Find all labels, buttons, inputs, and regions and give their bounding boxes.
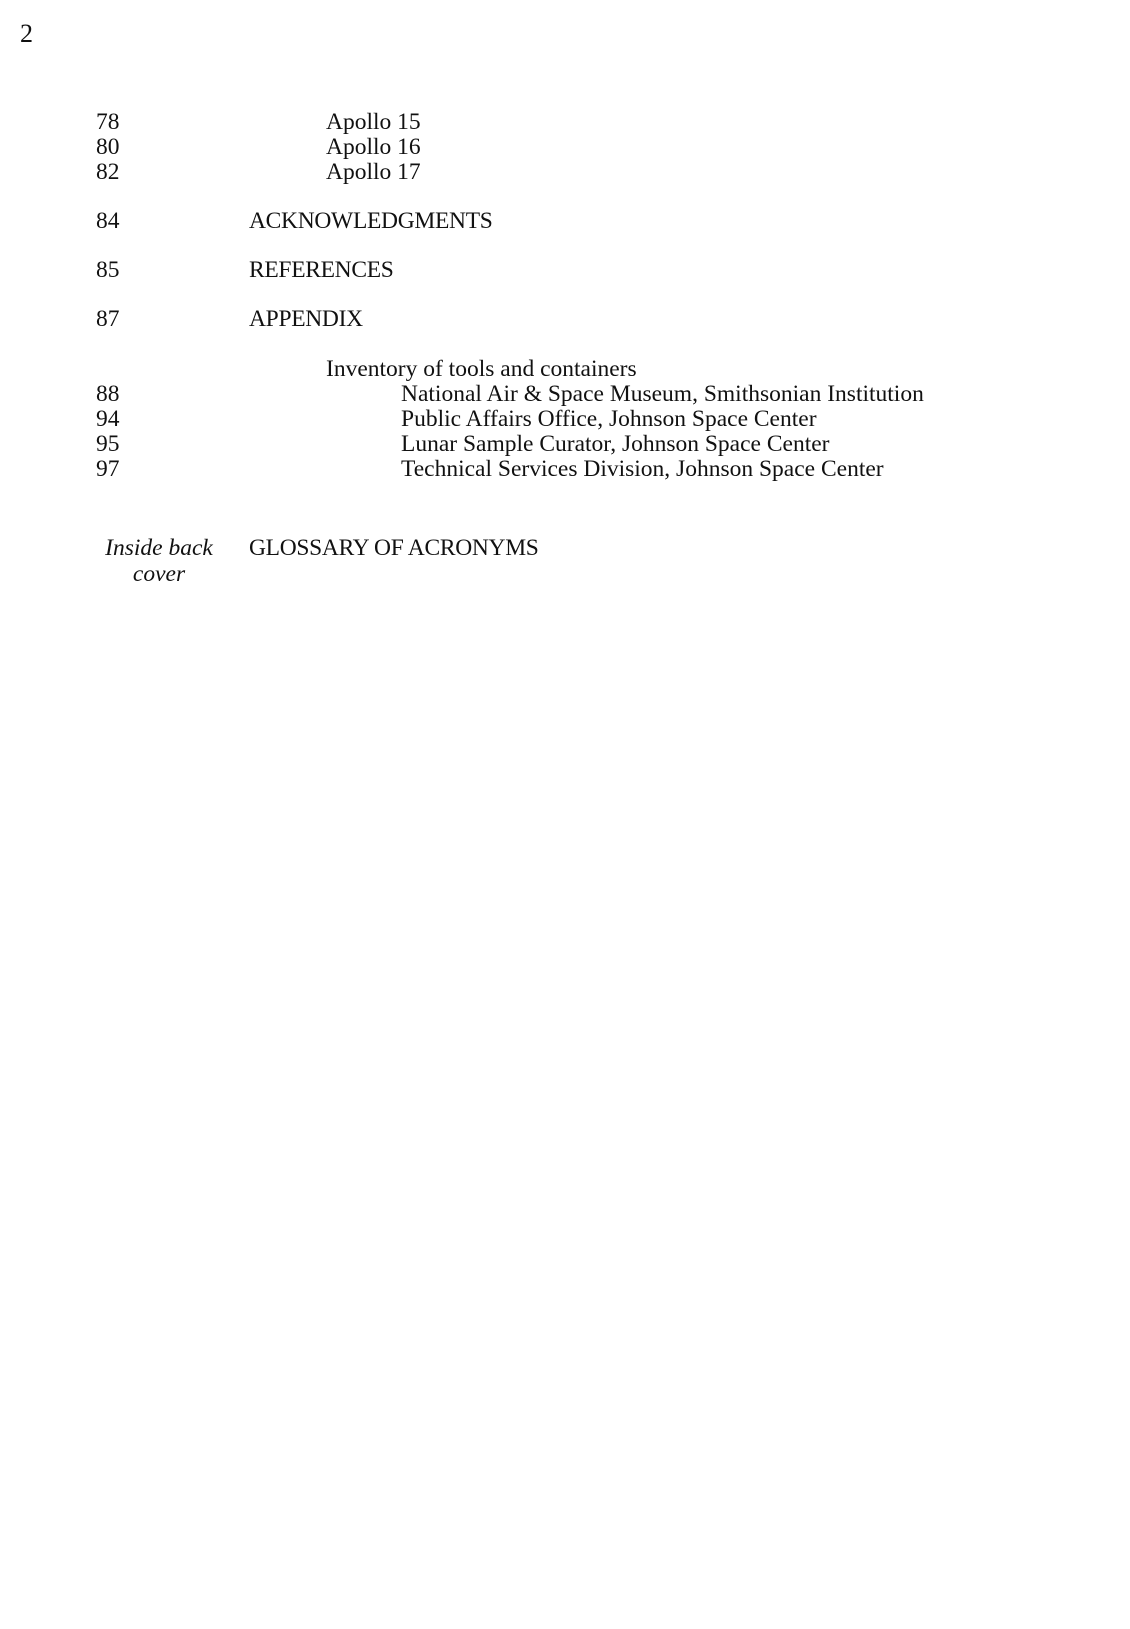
toc-page-number: 97 <box>96 456 120 482</box>
toc-title: Technical Services Division, Johnson Space Center <box>401 456 884 482</box>
toc-entry-appendix <box>0 306 1130 332</box>
toc-page-number: 78 <box>96 109 120 135</box>
toc-title: ACKNOWLEDGMENTS <box>249 208 493 234</box>
inside-back-line-2: cover <box>132 561 186 587</box>
toc-page-number: 80 <box>96 134 120 160</box>
toc-page-number: 88 <box>96 381 120 407</box>
toc-entry-references <box>0 257 1130 283</box>
toc-page-number: 84 <box>96 208 120 234</box>
toc-title: Inventory of tools and containers <box>326 356 637 382</box>
toc-entry-acknowledgments <box>0 208 1130 234</box>
toc-title: APPENDIX <box>249 306 363 332</box>
toc-entry-technical-services <box>0 456 1130 482</box>
toc-title: Public Affairs Office, Johnson Space Center <box>401 406 817 432</box>
toc-page-number: 95 <box>96 431 120 457</box>
toc-title: Apollo 16 <box>326 134 421 160</box>
toc-page-number: 87 <box>96 306 120 332</box>
toc-entry-nasm <box>0 381 1130 407</box>
toc-entry-lunar-sample-curator <box>0 431 1130 457</box>
toc-title-glossary: GLOSSARY OF ACRONYMS <box>249 535 539 561</box>
toc-title: Apollo 15 <box>326 109 421 135</box>
toc-page-number: 94 <box>96 406 120 432</box>
toc-title: REFERENCES <box>249 257 394 283</box>
toc-page-number: 85 <box>96 257 120 283</box>
toc-entry-inventory <box>0 356 1130 382</box>
toc-title: Lunar Sample Curator, Johnson Space Center <box>401 431 830 457</box>
toc-page-number: 82 <box>96 159 120 185</box>
toc-entry-apollo-17 <box>0 159 1130 185</box>
toc-entry-apollo-16 <box>0 134 1130 160</box>
inside-back-line-1: Inside back <box>105 535 213 561</box>
toc-title: Apollo 17 <box>326 159 421 185</box>
toc-page-inside-back-cover <box>96 535 222 587</box>
toc-title: National Air & Space Museum, Smithsonian Institution <box>401 381 924 407</box>
toc-entry-apollo-15 <box>0 109 1130 135</box>
toc-entry-public-affairs <box>0 406 1130 432</box>
page-number: 2 <box>20 19 33 48</box>
